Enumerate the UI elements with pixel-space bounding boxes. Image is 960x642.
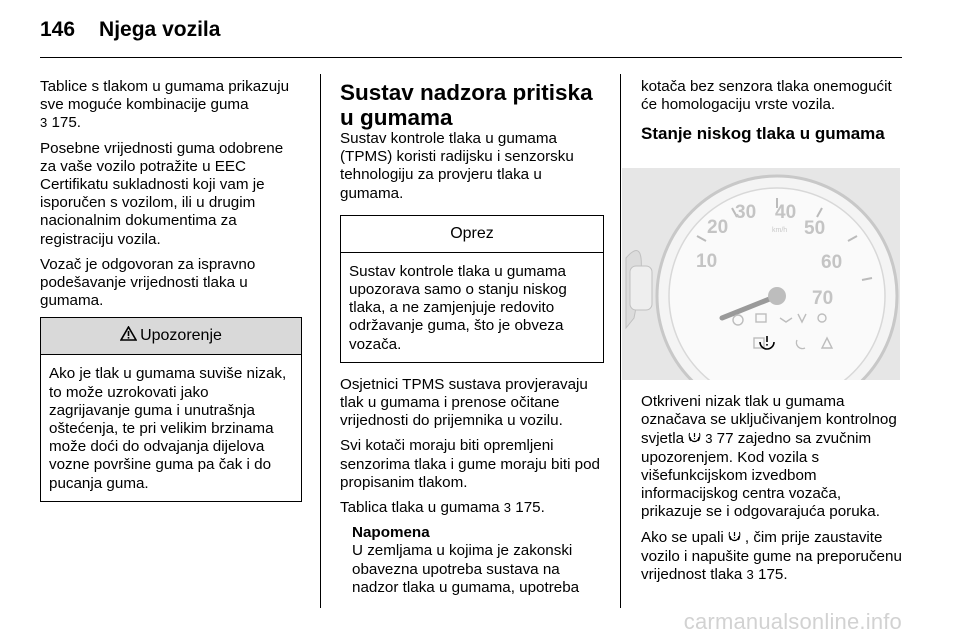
paragraph: Vozač je odgovoran za ispravno podešavanje vrijednosti tlaka u gumama. [40,255,256,310]
speed-label: 30 [735,202,757,223]
header-rule [40,57,902,58]
paragraph: Tablice s tlakom u gumama prikazuju sve moguće kombinacije guma 3 175. [40,78,290,132]
reference-arrow-icon: 3 [40,115,48,131]
tpms-warning-icon [688,430,705,446]
speed-label: 70 [812,288,834,309]
page-title: Njega vozila [99,18,221,41]
warning-triangle-icon [120,326,137,346]
speed-unit: km/h [772,227,788,234]
warning-box-body [41,355,301,500]
page-reference[interactable]: 175. [515,499,545,517]
speed-label: 50 [804,218,826,239]
speed-label: 60 [821,252,843,273]
speed-label: 40 [775,202,797,223]
warning-box [40,317,302,501]
note [340,524,604,597]
page-reference[interactable]: 175. [51,114,82,132]
page-number: 146 [40,18,76,41]
paragraph: Otkriveni nizak tlak u gumama označava se uključivanjem kontrolnog svjetla 3 77 zajedno sa zvučnim upozorenjem. Kod vozila s višefunkcijskom izvedbom informacijskog centra vozača, prikazuje se i odgovarajuća poruka. [641,393,897,521]
page-reference[interactable]: 77 [716,430,734,448]
caution-text: Sustav kontrole tlaka u gumama upozorava samo o stanju niskog tlaka, a ne zamjenjuje redovito održavanje guma, što je obveza vozača. [349,262,567,353]
paragraph: Tablica tlaka u gumama 3 175. [340,499,545,517]
column-3 [641,78,903,152]
page-reference[interactable]: 175. [758,565,788,583]
paragraph: Ako se upali , čim prije zaustavite vozilo i napušite gume na preporučenu vrijednost tlaka 3 175. [641,529,902,583]
caution-title: Oprez [450,224,494,242]
reference-arrow-icon: 3 [503,500,512,516]
paragraph: Osjetnici TPMS sustava provjeravaju tlak u gumama i prenose očitane vrijednosti do prijemnika u vozilu. [340,375,588,430]
instrument-cluster-illustration [622,168,900,380]
reference-arrow-icon: 3 [705,431,713,447]
caution-box [340,215,604,363]
speed-label: 10 [696,251,718,272]
note-text: U zemljama u kojima je zakonski obavezna upotreba sustava na nadzor tlaka u gumama, upotreba [352,542,580,596]
tpms-warning-icon [728,529,745,545]
speed-label: 20 [707,217,729,238]
paragraph: Svi kotači moraju biti opremljeni senzorima tlaka i gume moraju biti pod propisanim tlakom. [340,437,600,491]
reference-arrow-icon: 3 [746,566,754,582]
warning-text: Ako je tlak u gumama suviše nizak, to može uzrokovati jako zagrijavanje guma i unutrašnja oštećenja, te pri velikim brzinama može doći do odvajanja dijelova vozne površine guma pa čak i do pucanja guma. [49,365,287,492]
column-divider [320,74,321,608]
warning-title: Upozorenje [140,327,222,345]
paragraph: kotača bez senzora tlaka onemogućit će homologaciju vrste vozila. [641,78,892,114]
caution-box-body [341,253,603,362]
paragraph: Sustav kontrole tlaka u gumama (TPMS) koristi radijsku i senzorsku tehnologiju za provjeru tlaka u gumama. [340,130,574,202]
paragraph: Posebne vrijednosti guma odobrene za vaše vozilo potražite u EEC Certifikatu sukladnosti koji vam je isporučen s vozilom, ili u drugim nacionalnim dokumentima za registraciju vozila. [40,139,284,248]
note-title: Napomena [352,524,430,542]
column-1 [40,78,302,502]
column-3-lower [641,393,903,591]
warning-box-header [41,318,301,355]
caution-box-header [341,216,603,253]
page-header [40,18,220,42]
watermark: carmanualsonline.info [683,609,902,634]
subsection-heading: Stanje niskog tlaka u gumama [641,124,885,144]
column-2 [340,80,604,604]
column-divider [620,74,621,608]
section-heading: Sustav nadzora pritiska u gumama [340,80,593,130]
